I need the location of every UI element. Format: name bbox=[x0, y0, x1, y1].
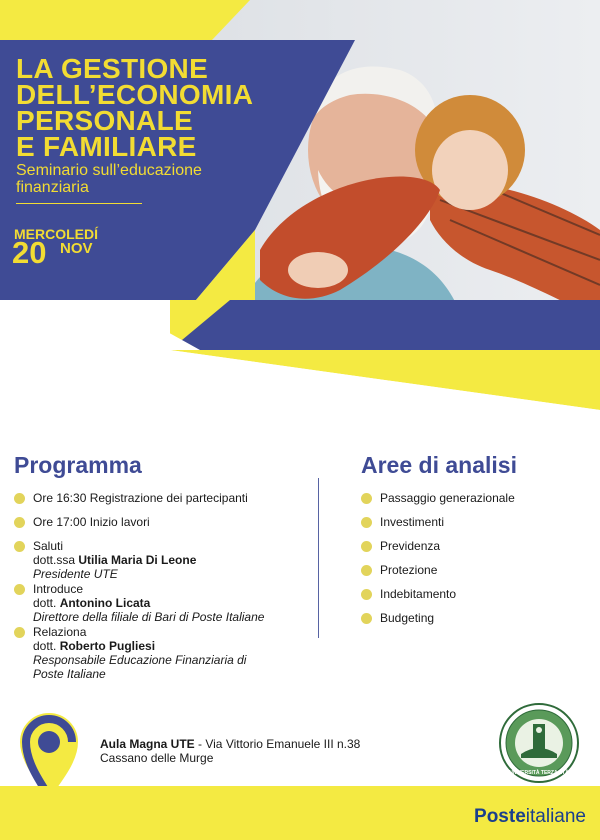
bullet-dot bbox=[361, 517, 372, 528]
bullet-dot bbox=[14, 627, 25, 638]
item-text: Ore 16:30 Registrazione dei partecipanti bbox=[33, 491, 248, 505]
speaker-name: Utilia Maria Di Leone bbox=[78, 553, 197, 567]
list-item bbox=[33, 625, 246, 681]
list-item: Indebitamento bbox=[380, 587, 457, 601]
column-divider bbox=[318, 478, 319, 638]
bullet-dot bbox=[14, 517, 25, 528]
speaker-line bbox=[33, 639, 246, 653]
title-line: PERSONALE bbox=[16, 105, 193, 136]
bullet-dot bbox=[361, 613, 372, 624]
item-text: Saluti bbox=[33, 539, 64, 553]
event-date-number: 20 bbox=[12, 235, 47, 270]
title-line: LA GESTIONE bbox=[16, 53, 209, 84]
list-item bbox=[33, 515, 150, 529]
brand-bold: Poste bbox=[474, 806, 526, 827]
bullet-dot bbox=[14, 584, 25, 595]
bullet-dot bbox=[361, 589, 372, 600]
list-item: Investimenti bbox=[380, 515, 445, 529]
speaker-role: Direttore della filiale di Bari di Poste Italiane bbox=[33, 610, 265, 624]
list-item: Budgeting bbox=[380, 611, 435, 625]
venue-name: Aula Magna UTE bbox=[100, 737, 195, 751]
speaker-title: dott. bbox=[33, 596, 60, 610]
programma-heading: Programma bbox=[14, 452, 142, 478]
list-item bbox=[33, 539, 196, 581]
subtitle-line: Seminario sull’educazione bbox=[16, 162, 202, 179]
venue-address: - Via Vittorio Emanuele III n.38 bbox=[194, 737, 361, 751]
title-line: DELL’ECONOMIA bbox=[16, 79, 254, 110]
speaker-name: Roberto Pugliesi bbox=[59, 639, 156, 653]
event-day: MERCOLEDÍ bbox=[14, 226, 98, 242]
bullet-dot bbox=[14, 541, 25, 552]
event-subtitle bbox=[16, 162, 246, 196]
posteitaliane-logo bbox=[474, 806, 586, 828]
speaker-title: dott. bbox=[33, 639, 60, 653]
speaker-title: dott.ssa bbox=[33, 553, 79, 567]
venue-city: Cassano delle Murge bbox=[100, 751, 214, 765]
aree-heading: Aree di analisi bbox=[361, 452, 517, 478]
bullet-dot bbox=[361, 541, 372, 552]
brand-regular: italiane bbox=[525, 806, 586, 827]
item-text: Relaziona bbox=[33, 625, 87, 639]
title-line: E FAMILIARE bbox=[16, 131, 197, 162]
bullet-dot bbox=[361, 493, 372, 504]
speaker-role: Responsabile Educazione Finanziaria di bbox=[33, 653, 247, 667]
speaker-line bbox=[33, 553, 196, 567]
speaker-name: Antonino Licata bbox=[59, 596, 151, 610]
list-item: Passaggio generazionale bbox=[380, 491, 515, 505]
item-text: Introduce bbox=[33, 582, 84, 596]
list-item: Previdenza bbox=[380, 539, 441, 553]
bullet-dot bbox=[14, 493, 25, 504]
list-item bbox=[33, 582, 264, 624]
ute-seal-icon bbox=[498, 702, 580, 784]
speaker-role: Poste Italiane bbox=[33, 667, 106, 681]
list-item bbox=[33, 491, 248, 505]
event-location bbox=[100, 737, 360, 765]
subtitle-divider bbox=[16, 203, 142, 204]
event-date-month: NOV bbox=[60, 240, 93, 257]
speaker-role: Presidente UTE bbox=[33, 567, 118, 581]
bullet-dot bbox=[361, 565, 372, 576]
event-title bbox=[16, 53, 296, 162]
list-item: Protezione bbox=[380, 563, 438, 577]
seal-text: UNIVERSITÀ TERZA ETÀ bbox=[509, 770, 569, 776]
item-text: Ore 17:00 Inizio lavori bbox=[33, 515, 150, 529]
top-yellow-band bbox=[0, 0, 250, 40]
subtitle-line: finanziaria bbox=[16, 179, 89, 196]
speaker-line bbox=[33, 596, 264, 610]
